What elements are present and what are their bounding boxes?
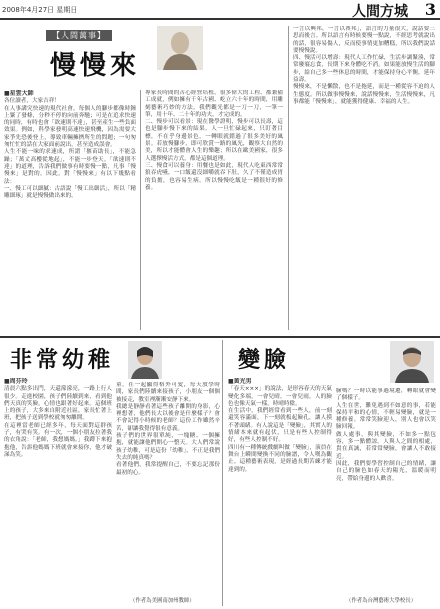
right-article-title: 變臉 — [238, 347, 291, 373]
left-author-portrait — [128, 341, 162, 379]
article-title: 慢慢來 — [50, 51, 141, 81]
top-article-col1 — [4, 90, 136, 332]
left-article-author: ■周芬玲 — [4, 378, 28, 385]
right-article-author: ■黃光男 — [228, 378, 252, 385]
left-article-title: 非常幼稚 — [10, 347, 115, 373]
column-tag: 【人間萬事】 — [46, 30, 112, 41]
section-divider — [0, 336, 440, 338]
top-article-col2: 專家長時間的苦心經營培植，很多偉大的工程、都兼備工成就，例如擁有千年古國、屹立六十年的時間，用雕刻藝術巧妙的方法。我們觀光都是一刀一刀，一筆一筆，用十年、二十年的功夫，才完成的。 二、慢步可以看景：現在醫學證明，慢步可以長壽，這也是腳步慢下來的結果。人一旦忙碌起來，只盯著目標，不在乎身邊景色，一轉眼就錯過了很多美好的風景。若放慢腳步，即可欣賞一路的風光，觀察大自然的美，所以才能體會人生的樂趣；所以在歐美國家，很多人選擇慢活方式，都是這個道理。 三、慢食可以養身：用餐也是如此，現代人吃東西常常狼吞虎嚥，一口飯還沒細嚼就吞下肚，久了不僅造成胃的負擔，也容易生病。所以慢慢吃飯是一種很好的修養。 — [145, 90, 283, 191]
column-divider — [140, 90, 141, 330]
right-article-col1 — [228, 378, 332, 606]
right-author-note: （作者為台灣藝術大學校長） — [346, 598, 417, 604]
left-article-col1 — [4, 378, 112, 606]
article-body-1: 各位讀者，大家吉祥！ 在人事講究快速的現代社會，每個人的腳步都像時鐘上緊了發條，分秒不停的向前奔馳；可是在追求快速的同時，有時也會「欲速則不達」，甚至產生一些負面效果。例如，科學家發明高速快速飛機，因為需要大家爭先恐後登上，導致車輛擁擠所生的問題；一句匆匆忙忙的話在大家面前說出，甚至造成誤會。 人生不能一味的求速成，所謂「揠苗助長」，不能急躁；「萬丈高樓從地起」，不能一步登天。「欲速則不達」的道理，告訴我們做事有時要慢一點，凡事「慢慢來」是對的。因此，對「慢慢來」有以下幾點看法： 一、慢工可以細膩：古語說「慢工出細活」，所以「精雕細琢」就是慢慢做出來的。 — [4, 98, 136, 200]
masthead — [0, 0, 440, 20]
column-divider — [288, 26, 289, 330]
left-author-note: （作者為美國南加州教師） — [130, 598, 195, 604]
right-article-col2: 臉嗎？一時以能事過境遷，轉眼就會變了個樣子。 人生在世，難免遇到不如意的事，若能保持平和的心情，不輕易變臉，就是一種修養。常常笑臉迎人，別人也會以笑臉回報。 做人處事，與其變臉，不如多一點包容，多一點體諒。人與人之間的相處，貴在真誠，若常常變臉，會讓人不敢接近。 因此，我們要學習控制自己的情緒，讓自己的臉色如春天的陽光，溫暖而明亮，帶給身邊的人歡喜。 — [336, 388, 436, 482]
right-author-portrait — [390, 341, 434, 383]
page-number: 3 — [424, 0, 436, 19]
publication-date: 2008年4月27日 星期日 — [2, 6, 78, 14]
top-article-col3: 一言以興邦，一言以喪邦」，語言的力量很大，說話要三思而後言。所以語言有時候要慢一點說，不經思考就說出的話，很容易傷人，反而使事情更加糟糕，所以我們說話要慢慢說。 四、慢活可以增壽：現代人工作忙碌，生活步調緊湊，常常廢寢忘食，長期下來身體吃不消。如果能放慢生活的腳步，給自己多一些休息的時間，才能保持身心平衡，延年益壽。 慢慢來，不是懶散，也不是拖延，而是一種從容不迫的人生態度。所以做事慢慢來，說話慢慢來，生活慢慢來，凡事都能「慢慢來」，就能獲得健康、幸福的人生。 — [293, 26, 435, 105]
column-divider — [222, 340, 223, 606]
left-article-body-1: 清晨六點多出門，天還濛濛亮，一路上行人很少。走進校園，孩子們陸續到來，看到他們天真的笑臉，心情也跟著好起來。這個班上的孩子，大多來自附近社區，家長忙著上班，把孩子送到學校就匆匆離開。 在這裡當老師已經多年，每天面對這群孩子，有哭有笑。有一次，一個小朋友拉著我的衣角說：「老師，我想媽媽。」我蹲下來抱抱他，告訴他媽媽下班就會來接你，他才破涕為笑。 — [4, 386, 112, 458]
article-author: ■星雲大師 — [4, 90, 34, 97]
author-portrait — [157, 26, 203, 70]
right-article-body-1: 「春天×××」的說法，是形容春天的天氣變化多端，一會兒晴，一會兒雨。人的臉色也像天氣一樣，時晴時陰。 在生活中，我們經常看到一些人，前一刻還笑容滿面，下一刻就板起臉孔，讓人摸不著頭緒。有人說這是「變臉」，其實人的情緒本來就有起伏，只是有些人控制得好，有些人控制不好。 四川有一種傳統戲劇叫做「變臉」，演員在舞台上瞬間變換不同的臉譜，令人嘆為觀止。這種藝術表現，是經過長期苦練才能達到的。 — [228, 386, 332, 473]
left-article-col2: 童，在一起顯得格外可愛，每天放學時間，家長們陸續來接孩子，小朋友一個個被接走，教室裡漸漸安靜下來。 我總是靜靜看著這些孩子離開的身影，心裡想著，他們長大以後會是什麼樣子？會不會記得小時候的老師？這份工作雖然辛苦，卻讓我覺得很有意義。 孩子們的世界很單純，一塊糖、一個擁抱，就能讓他們開心一整天。大人們常說孩子幼稚，可是這份「幼稚」，不正是我們失去的純真嗎？ 看著他們，我常提醒自己，不要忘記那份最初的心。 — [116, 382, 220, 476]
section-title: 人間方城 — [352, 4, 408, 20]
